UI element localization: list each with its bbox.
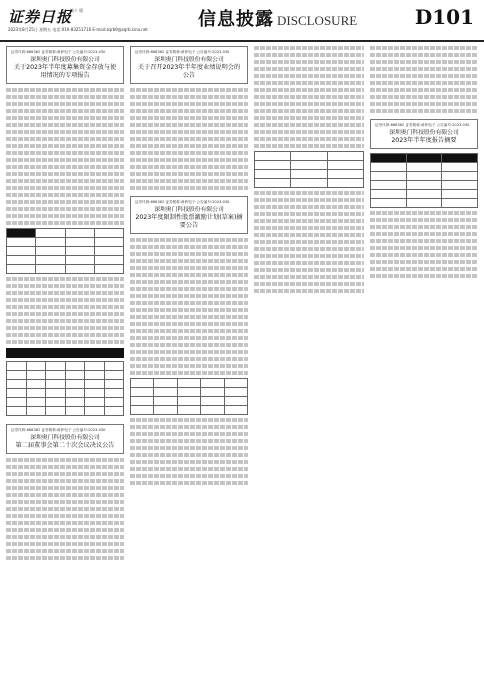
article-company: 深圳奥门科技股份有限公司 [154, 57, 224, 63]
article-company: 深圳奥门科技股份有限公司 [30, 435, 100, 441]
table-4 [254, 151, 364, 188]
article-3 [130, 196, 248, 234]
column-2 [130, 46, 248, 485]
section-title-en: DISCLOSURE [277, 13, 358, 28]
table-5 [370, 153, 478, 208]
article-code: 证券代码:688362 证券简称:甬矽电子 公告编号:2023-030 [135, 200, 230, 204]
table-1 [6, 228, 124, 274]
article-body [6, 277, 124, 344]
article-title: 第二届董事会第二十次会议决议公告 [15, 442, 115, 449]
article-code: 证券代码:688362 证券简称:甬矽电子 公告编号:2023-030 [11, 428, 106, 432]
article-5 [370, 119, 478, 149]
article-code: 证券代码:688362 证券简称:甬矽电子 公告编号:2023-030 [11, 50, 106, 54]
article-company: 深圳奥门科技股份有限公司 [30, 57, 100, 63]
article-company: 深圳奥门科技股份有限公司 [389, 130, 459, 136]
article-body [6, 458, 124, 560]
article-body [6, 88, 124, 225]
article-title: 关于召开2023年半年度业绩说明会的公告 [137, 64, 241, 79]
article-4 [6, 424, 124, 454]
column-1 [6, 46, 124, 560]
page-header [0, 0, 484, 42]
article-2 [130, 46, 248, 84]
article-1 [6, 46, 124, 84]
article-code: 证券代码:688362 证券简称:甬矽电子 公告编号:2023-030 [375, 123, 470, 127]
article-company: 深圳奥门科技股份有限公司 [154, 207, 224, 213]
article-title: 2023年半年度报告摘要 [391, 137, 457, 144]
article-title: 关于2023年半年度募集资金存放与使用情况的专项报告 [13, 64, 117, 79]
article-body [370, 211, 478, 278]
section-title: 信息披露 DISCLOSURE [198, 9, 358, 30]
article-body [370, 46, 478, 113]
table-3 [130, 378, 248, 415]
article-body [130, 88, 248, 190]
article-code: 证券代码:688362 证券简称:甬矽电子 公告编号:2023-030 [135, 50, 230, 54]
page-number: D101 [414, 5, 474, 29]
column-3 [254, 46, 364, 293]
table-2 [6, 361, 124, 416]
article-title: 2023年度限制性股票激励计划(草案)摘要公告 [135, 214, 243, 229]
article-body [130, 418, 248, 485]
article-body [254, 191, 364, 293]
column-4 [370, 46, 478, 278]
issue-meta-date: 2023年8月25日 星期五 电话:010-83251716 E-mail:zqrb9@zqrb.sina.net [8, 27, 148, 32]
article-body [254, 46, 364, 148]
newspaper-logo: 证券日报 [8, 8, 73, 26]
table-header-bar [6, 348, 124, 358]
article-body [130, 238, 248, 375]
issue-meta: 第十 版 [70, 8, 84, 13]
